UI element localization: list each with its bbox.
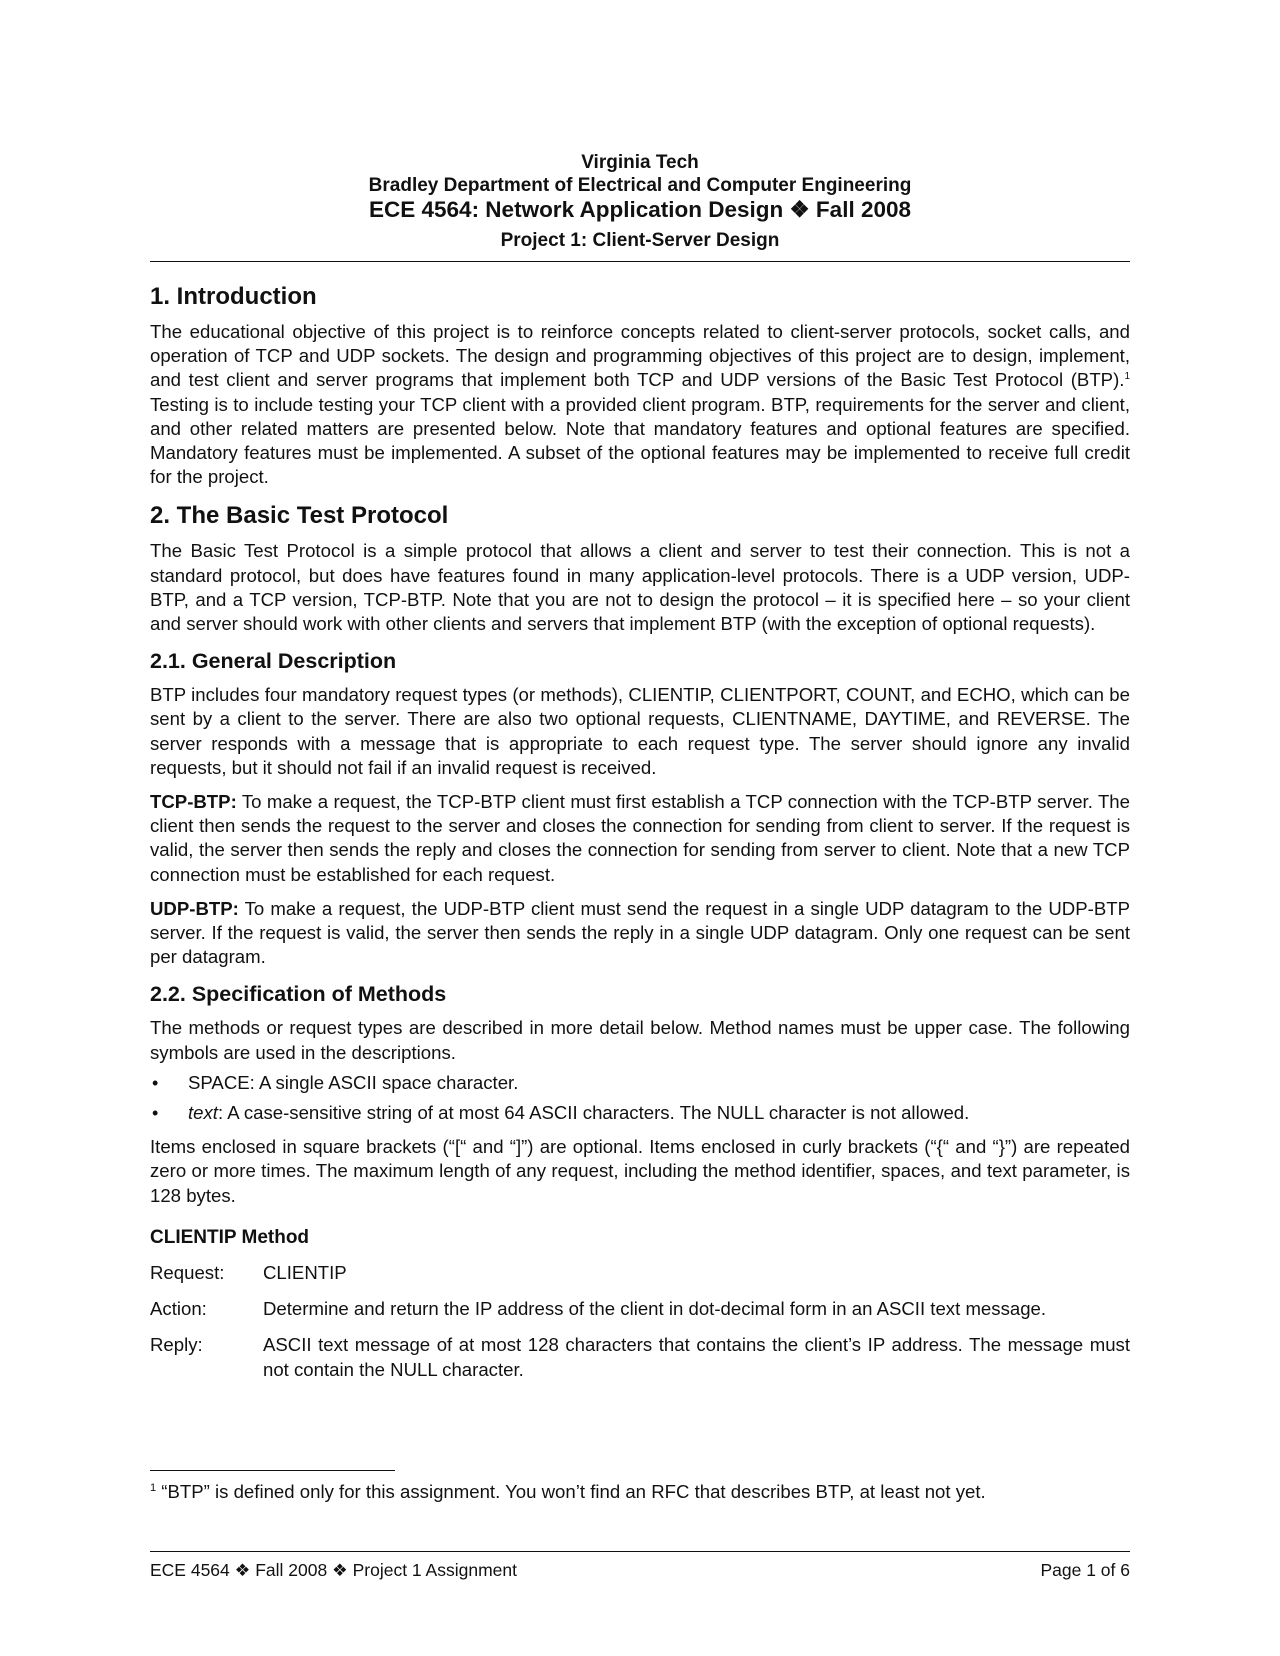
list-item bbox=[150, 1101, 1130, 1125]
brackets-paragraph: Items enclosed in square brackets (“[“ and “]”) are optional. Items enclosed in curly brackets (“{“ and “}”) are repeated zero or more times. The maximum length of any request, including the method identifier, spaces, and text parameter, is 128 bytes. bbox=[150, 1136, 1130, 1206]
header-divider bbox=[150, 261, 1130, 262]
reply-label: Reply: bbox=[150, 1334, 203, 1356]
bullet-icon: • bbox=[152, 1072, 159, 1093]
footer-divider bbox=[150, 1551, 1130, 1552]
btp-paragraph: The Basic Test Protocol is a simple protocol that allows a client and server to test their connection. This is not a standard protocol, but does have features found in many application-level protocols. There is a UDP version, UDP-BTP, and a TCP version, TCP-BTP. Note that you are not to design the protocol – it is specified here – so your client and server should work with other clients and servers that implement BTP (with the exception of optional requests). bbox=[150, 540, 1130, 635]
request-value: CLIENTIP bbox=[263, 1261, 347, 1283]
intro-paragraph bbox=[150, 320, 1130, 489]
clientip-method-heading: CLIENTIP Method bbox=[150, 1226, 310, 1248]
project-title: Project 1: Client-Server Design bbox=[500, 230, 780, 251]
footnote bbox=[150, 1480, 1130, 1504]
udp-btp-text: To make a request, the UDP-BTP client must send the request in a single UDP datagram to the UDP-BTP server. If the request is valid, the server then sends the reply in a single UDP datagram. Only one request can be sent per datagram. bbox=[150, 897, 1130, 968]
bullet-text: : A case-sensitive string of at most 64 ASCII characters. The NULL character is not allowed. bbox=[217, 1102, 970, 1124]
footer-left: ECE 4564 ❖ Fall 2008 ❖ Project 1 Assignment bbox=[150, 1560, 517, 1580]
bullet-text: SPACE: A single ASCII space character. bbox=[188, 1071, 519, 1093]
clientip-action-row bbox=[150, 1297, 1130, 1321]
intro-text-b: Testing is to include testing your TCP client with a provided client program. BTP, requirements for the server and client, and other related matters are presented below. Note that mandatory features and optional features are specified. Mandatory features must be implemented. A subset of the optional features may be implemented to receive full credit for the project. bbox=[150, 393, 1130, 488]
footnote-text: “BTP” is defined only for this assignment. You won’t find an RFC that describes BTP, at least not yet. bbox=[156, 1481, 986, 1502]
tcp-btp-text: To make a request, the TCP-BTP client must first establish a TCP connection with the TCP-BTP server. The client then sends the request to the server and closes the connection for sending from client to server. If the request is valid, the server then sends the reply and closes the connection for sending from server to client. Note that a new TCP connection must be established for each request. bbox=[150, 791, 1130, 885]
bullet-term: text bbox=[188, 1102, 218, 1124]
footnote-mark: 1 bbox=[150, 1481, 157, 1494]
request-label: Request: bbox=[150, 1261, 225, 1283]
udp-btp-label: UDP-BTP: bbox=[150, 897, 239, 919]
department-title: Bradley Department of Electrical and Computer Engineering bbox=[368, 175, 912, 196]
action-label: Action: bbox=[150, 1298, 207, 1320]
section-heading-introduction: 1. Introduction bbox=[150, 283, 317, 310]
clientip-reply-row bbox=[150, 1333, 1130, 1381]
footnote-divider bbox=[150, 1470, 395, 1471]
reply-value: ASCII text message of at most 128 characters that contains the client’s IP address. The message must not contain the NULL character. bbox=[263, 1334, 1130, 1380]
clientip-request-row bbox=[150, 1261, 1130, 1285]
tcp-btp-label: TCP-BTP: bbox=[150, 791, 237, 813]
action-value: Determine and return the IP address of the client in dot-decimal form in an ASCII text message. bbox=[263, 1298, 1047, 1320]
symbol-list bbox=[150, 1071, 1130, 1125]
university-title: Virginia Tech bbox=[581, 152, 699, 173]
subsection-heading-general: 2.1. General Description bbox=[150, 649, 397, 674]
udp-btp-paragraph bbox=[150, 897, 1130, 970]
course-title: ECE 4564: Network Application Design ❖ Fall 2008 bbox=[369, 197, 911, 222]
tcp-btp-paragraph bbox=[150, 790, 1130, 887]
page-number: Page 1 of 6 bbox=[1040, 1560, 1130, 1580]
document-body bbox=[150, 282, 1130, 1394]
footnote-ref: 1 bbox=[1124, 371, 1130, 383]
subsection-heading-spec: 2.2. Specification of Methods bbox=[150, 982, 447, 1007]
bullet-icon: • bbox=[152, 1103, 159, 1124]
general-paragraph: BTP includes four mandatory request types (or methods), CLIENTIP, CLIENTPORT, COUNT, and ECHO, which can be sent by a client to the server. There are also two optional requests, CLIENTNAME, DAYTIME, and REVERSE. The server responds with a message that is appropriate to each request type. The server should ignore any invalid requests, but it should not fail if an invalid request is received. bbox=[150, 684, 1130, 778]
intro-text-a: The educational objective of this project is to reinforce concepts related to client-server protocols, socket calls, and operation of TCP and UDP sockets. The design and programming objectives of this project are to design, implement, and test client and server programs that implement both TCP and UDP versions of the Basic Test Protocol (BTP). bbox=[150, 321, 1130, 391]
section-heading-btp: 2. The Basic Test Protocol bbox=[150, 502, 449, 530]
list-item bbox=[150, 1071, 1130, 1095]
spec-paragraph: The methods or request types are described in more detail below. Method names must be upper case. The following symbols are used in the descriptions. bbox=[150, 1017, 1130, 1063]
